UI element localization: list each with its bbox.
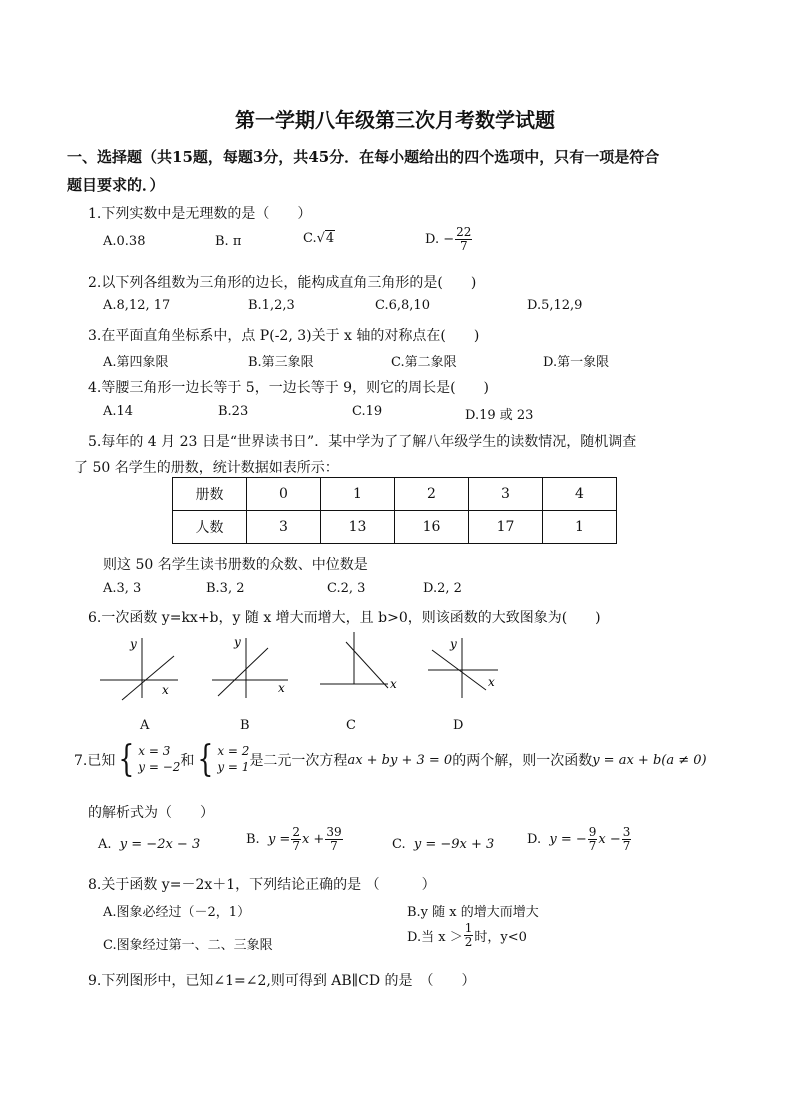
q2-option-b: B.1,2,3 — [248, 298, 295, 313]
graph-c — [318, 628, 408, 704]
q7-option-c — [392, 837, 494, 852]
q7-option-c-expr: y = −9x + 3 — [413, 837, 495, 852]
fraction-numerator: 2 — [292, 825, 300, 839]
q5-stem-line2: 了 50 名学生的册数，统计数据如表所示： — [74, 460, 339, 476]
table-cell: 1 — [543, 511, 617, 544]
q5-stem-line1: 5.每年的 4 月 23 日是“世界读书日”．某中学为了了解八年级学生的读数情况，随机调查 — [88, 434, 637, 450]
q3-option-d: D.第一象限 — [543, 355, 610, 370]
q1-stem: 1.下列实数中是无理数的是（ ） — [88, 206, 312, 222]
left-brace: { — [197, 739, 214, 780]
q7-option-b-mid: x + — [301, 831, 325, 847]
table-cell: 17 — [469, 511, 543, 544]
q7-system-2-eq2: y = 1 — [217, 760, 250, 774]
graph-a — [100, 632, 185, 704]
q7-text2: 的两个解，则一次函数 — [452, 753, 593, 769]
table-cell: 1 — [321, 478, 395, 511]
table-header-cell: 册数 — [173, 478, 247, 511]
q1-option-d-label: D. − — [425, 231, 455, 247]
sqrt-sign: √ — [316, 231, 325, 246]
q4-option-b: B.23 — [218, 404, 249, 419]
graph-label-d: D — [453, 718, 464, 733]
graph-d — [426, 632, 516, 704]
q7-option-d — [527, 826, 632, 852]
q4-option-a: A.14 — [103, 404, 134, 419]
table-cell: 3 — [247, 511, 321, 544]
y-axis-label: y — [130, 637, 137, 651]
q7-option-a-label: A. — [98, 837, 112, 852]
function-line — [218, 648, 268, 696]
y-axis-label: y — [450, 637, 457, 651]
q1-option-c — [303, 231, 335, 246]
q6-stem: 6.一次函数 y=kx+b，y 随 x 增大而增大，且 b>0，则该函数的大致图象为( ) — [88, 610, 601, 626]
q8-option-d-post: 时，y<0 — [474, 929, 527, 945]
q8-option-d-pre: D.当 x ＞ — [407, 929, 463, 945]
q8-option-d-frac — [464, 922, 474, 948]
q8-option-a: A.图象必经过（－2，1） — [103, 905, 251, 920]
q5-option-a: A.3, 3 — [103, 581, 142, 596]
fraction-denominator: 7 — [330, 838, 338, 853]
fraction-numerator: 9 — [588, 825, 597, 839]
q3-option-c: C.第二象限 — [391, 355, 457, 370]
q5-option-d: D.2, 2 — [423, 581, 462, 596]
table-row — [173, 478, 617, 511]
q7-option-d-frac2 — [622, 826, 632, 852]
q7-function: y = ax + b(a ≠ 0) — [592, 752, 707, 768]
q7-option-d-frac1 — [588, 826, 598, 852]
q9-stem: 9.下列图形中，已知∠1=∠2,则可得到 AB∥CD 的是 （ ） — [88, 973, 476, 989]
table-cell: 2 — [395, 478, 469, 511]
x-axis-label: x — [390, 677, 397, 691]
q7-option-d-mid: x − — [598, 831, 621, 847]
section-heading-line1: 一、选择题（共15题，每题3分，共45分．在每小题给出的四个选项中，只有一项是符合 — [67, 148, 660, 166]
q7-system-2-eq1: x = 2 — [217, 744, 250, 759]
q7-system-2 — [194, 739, 250, 780]
q7-equation: ax + by + 3 = 0 — [347, 752, 453, 768]
q7-option-a — [98, 837, 200, 852]
q7-system-1 — [115, 739, 181, 780]
q5-option-c: C.2, 3 — [327, 581, 366, 596]
table-cell: 3 — [469, 478, 543, 511]
x-axis-label: x — [162, 683, 169, 697]
fraction-numerator: 3 — [622, 825, 631, 839]
fraction-denominator: 7 — [622, 838, 631, 853]
q7-option-b-label: B. — [246, 831, 260, 847]
y-axis-label: y — [234, 635, 241, 649]
q7-option-b-frac2 — [325, 826, 342, 852]
section-heading-line2: 题目要求的．） — [67, 176, 165, 194]
graph-label-c: C — [346, 718, 356, 733]
table-row — [173, 511, 617, 544]
table-cell: 0 — [247, 478, 321, 511]
q4-option-d: D.19 或 23 — [465, 408, 534, 423]
q7-stem-line2: 的解析式为（ ） — [88, 805, 214, 821]
left-brace: { — [118, 739, 135, 780]
q7-system-1-eq1: x = 3 — [138, 744, 171, 759]
q1-option-b: B. π — [215, 234, 242, 249]
fraction-denominator: 7 — [292, 838, 300, 853]
graph-label-a: A — [140, 718, 150, 733]
fraction-denominator: 7 — [588, 838, 597, 853]
q3-stem: 3.在平面直角坐标系中，点 P(-2, 3)关于 x 轴的对称点在( ) — [88, 328, 480, 344]
q2-option-c: C.6,8,10 — [375, 298, 430, 313]
fraction-denominator: 7 — [459, 238, 468, 253]
x-axis-label: x — [278, 681, 285, 695]
q5-stem-line3: 则这 50 名学生读书册数的众数、中位数是 — [103, 557, 368, 573]
table-cell: 4 — [543, 478, 617, 511]
q7-option-b-frac1 — [291, 826, 301, 852]
page-title: 第一学期八年级第三次月考数学试题 — [235, 108, 555, 132]
fraction-numerator: 1 — [464, 921, 473, 935]
table-cell: 13 — [321, 511, 395, 544]
q4-stem: 4.等腰三角形一边长等于 5，一边长等于 9，则它的周长是( ) — [88, 380, 489, 396]
q7-system-1-eq2: y = −2 — [138, 760, 181, 774]
table-cell: 16 — [395, 511, 469, 544]
q2-option-a: A.8,12, 17 — [103, 298, 171, 313]
q3-option-b: B.第三象限 — [248, 355, 314, 370]
fraction-denominator: 2 — [464, 934, 473, 949]
q2-stem: 2.以下列各组数为三角形的边长，能构成直角三角形的是( ) — [88, 275, 477, 291]
graph-label-b: B — [240, 718, 250, 733]
q1-option-a: A.0.38 — [103, 234, 146, 249]
q8-stem: 8.关于函数 y=－2x＋1，下列结论正确的是 （ ） — [88, 877, 436, 893]
q3-option-a: A.第四象限 — [103, 355, 169, 370]
q7-text: 是二元一次方程 — [249, 753, 348, 769]
q1-fraction — [455, 226, 472, 252]
q1-option-d — [425, 226, 473, 252]
function-line — [346, 642, 388, 688]
q5-option-b: B.3, 2 — [206, 581, 245, 596]
q7-option-c-label: C. — [392, 837, 406, 852]
q7-option-d-label: D. — [527, 831, 542, 847]
q7-prefix: 7.已知 — [74, 753, 116, 769]
q8-option-d — [407, 922, 527, 948]
fraction-numerator: 39 — [326, 825, 342, 839]
q7-option-d-pre: y = − — [549, 831, 587, 847]
q4-option-c: C.19 — [352, 404, 383, 419]
q7-and: 和 — [180, 753, 195, 769]
q1-radicand: 4 — [325, 231, 335, 246]
q2-option-d: D.5,12,9 — [527, 298, 583, 313]
fraction-numerator: 22 — [456, 225, 472, 239]
q7-option-b — [246, 826, 344, 852]
graph-b — [212, 632, 297, 704]
q7-option-a-expr: y = −2x − 3 — [119, 837, 201, 852]
q1-option-c-label: C. — [303, 231, 317, 246]
q8-option-c: C.图象经过第一、二、三象限 — [103, 938, 273, 953]
x-axis-label: x — [488, 675, 495, 689]
q7-stem — [74, 739, 707, 780]
table-header-cell: 人数 — [173, 511, 247, 544]
q7-option-b-pre: y = — [267, 831, 291, 847]
q8-option-b: B.y 随 x 的增大而增大 — [407, 905, 539, 920]
reading-stats-table — [172, 477, 617, 544]
